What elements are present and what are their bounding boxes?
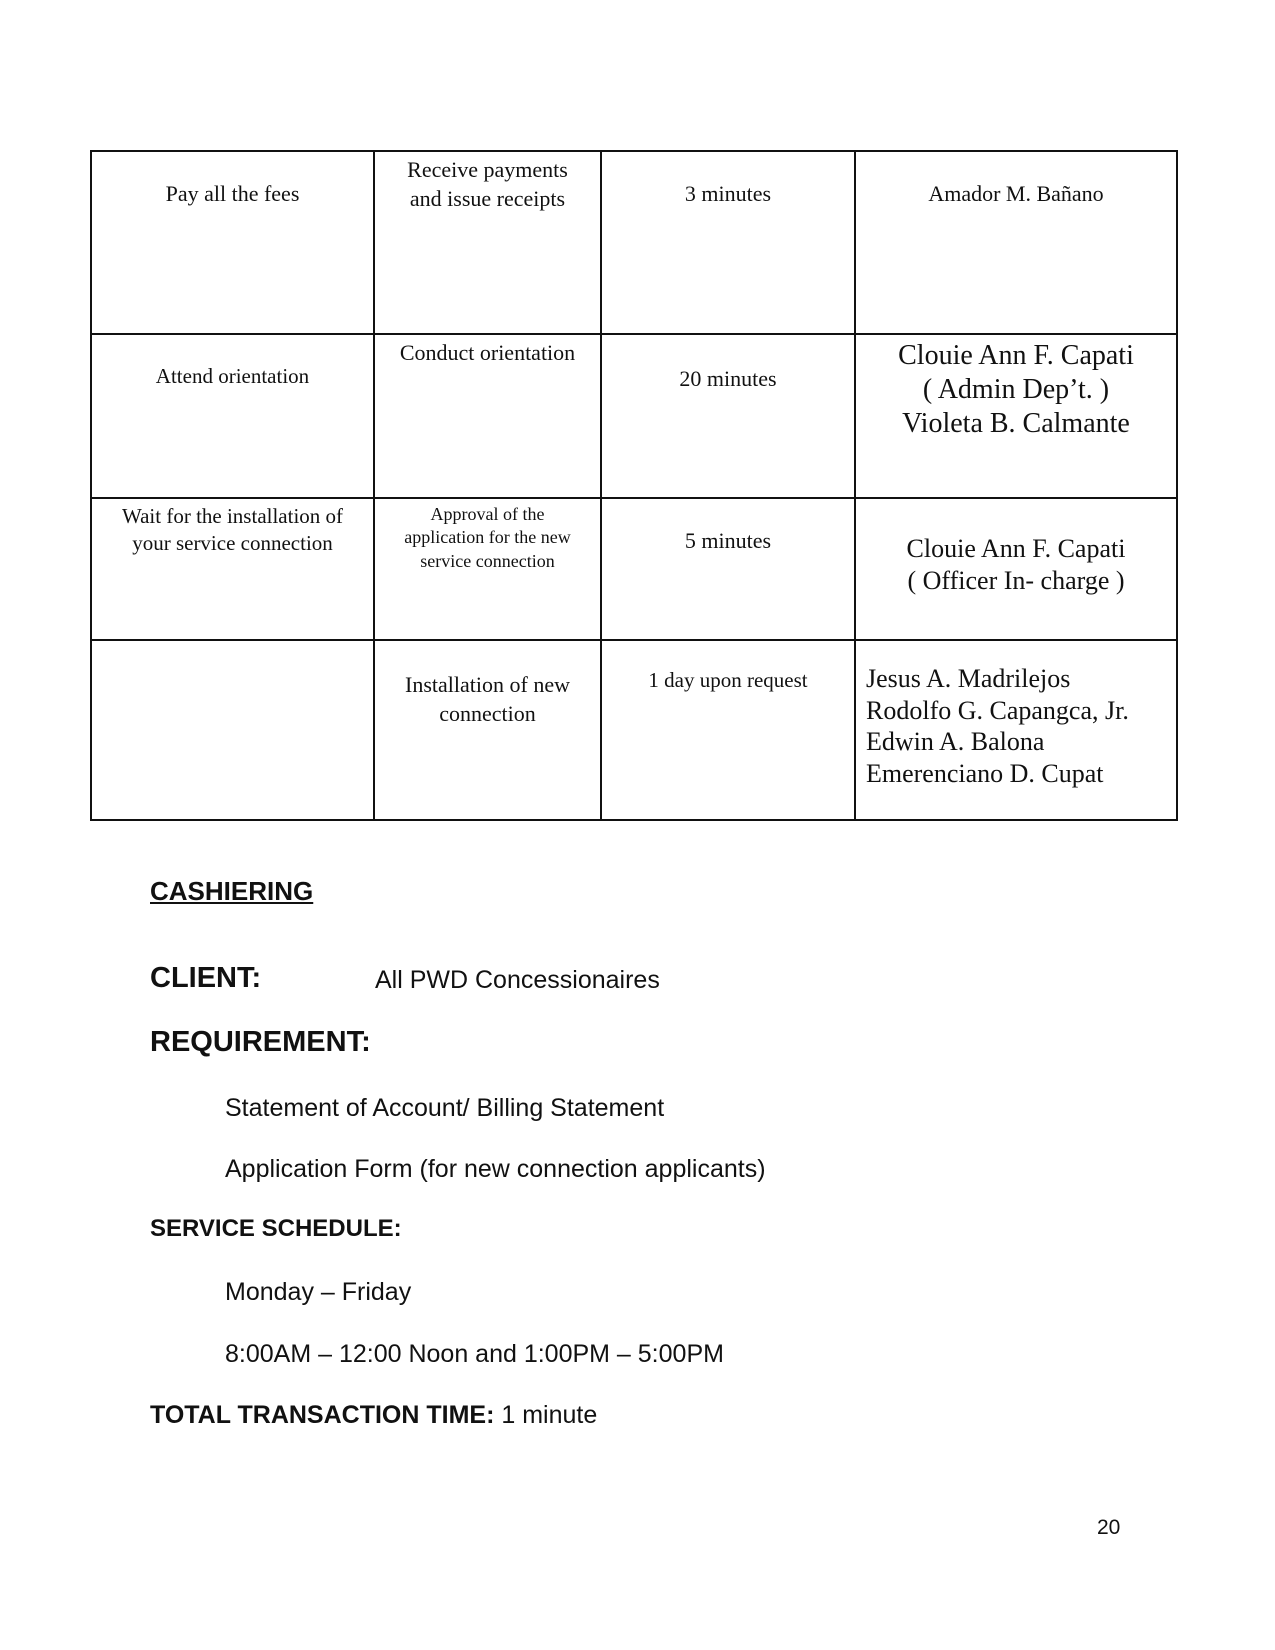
total-transaction-time	[150, 1401, 597, 1430]
cell-text: connection	[439, 700, 536, 726]
client-label: CLIENT:	[150, 962, 262, 994]
processing-time-cell	[601, 498, 855, 640]
cell-text: service connection	[420, 550, 555, 571]
service-schedule-label: SERVICE SCHEDULE:	[150, 1215, 402, 1242]
cell-text: Rodolfo G. Capangca, Jr.	[866, 695, 1129, 725]
table-row	[91, 640, 1177, 820]
person-responsible-cell	[855, 640, 1177, 820]
person-responsible-cell	[855, 151, 1177, 334]
cell-text: Emerenciano D. Cupat	[866, 759, 1104, 789]
cell-text: application for the new	[404, 527, 571, 548]
requirement-item: Statement of Account/ Billing Statement	[225, 1094, 665, 1122]
person-responsible-cell	[855, 498, 1177, 640]
cell-text: Attend orientation	[155, 364, 310, 388]
cell-text: Conduct orientation	[399, 340, 576, 365]
cell-text: 5 minutes	[684, 528, 772, 553]
cell-text: Jesus A. Madrilejos	[866, 664, 1071, 693]
cell-text: 1 day upon request	[648, 668, 808, 692]
cell-text: Approval of the	[430, 504, 545, 524]
cell-text: ( Officer In- charge )	[907, 565, 1125, 595]
client-step-cell	[91, 151, 374, 334]
requirement-label: REQUIREMENT:	[150, 1026, 371, 1058]
client-step-cell	[91, 334, 374, 498]
client-value: All PWD Concessionaires	[375, 966, 660, 994]
cell-text: Receive payments	[407, 157, 568, 182]
cell-text: Violeta B. Calmante	[902, 408, 1130, 440]
cell-text: Amador M. Bañano	[928, 181, 1104, 206]
cell-text: Edwin A. Balona	[866, 727, 1045, 757]
cell-text: Wait for the installation of	[121, 504, 344, 528]
cell-text: Pay all the fees	[165, 181, 300, 206]
client-step-cell	[91, 640, 374, 820]
requirement-item: Application Form (for new connection applicants)	[225, 1155, 766, 1183]
total-label: TOTAL TRANSACTION TIME:	[150, 1401, 495, 1429]
page-number: 20	[1097, 1516, 1121, 1539]
agency-action-cell	[374, 498, 601, 640]
client-step-cell	[91, 498, 374, 640]
cell-text: your service connection	[132, 531, 333, 556]
table-row	[91, 334, 1177, 498]
procedure-table	[90, 150, 1178, 821]
person-responsible-cell	[855, 334, 1177, 498]
agency-action-cell	[374, 151, 601, 334]
processing-time-cell	[601, 334, 855, 498]
schedule-hours: 8:00AM – 12:00 Noon and 1:00PM – 5:00PM	[225, 1340, 724, 1368]
cell-text: and issue receipts	[409, 185, 566, 211]
cell-text: ( Admin Dep’t. )	[922, 374, 1110, 406]
processing-time-cell	[601, 151, 855, 334]
processing-time-cell	[601, 640, 855, 820]
cell-text: Clouie Ann F. Capati	[906, 534, 1126, 563]
cell-text: 20 minutes	[679, 366, 777, 391]
agency-action-cell	[374, 640, 601, 820]
table-row	[91, 498, 1177, 640]
cell-text: 3 minutes	[684, 181, 772, 206]
total-value: 1 minute	[501, 1401, 598, 1429]
section-title: CASHIERING	[150, 876, 314, 906]
cell-text: Installation of new	[405, 672, 570, 697]
schedule-days: Monday – Friday	[225, 1278, 412, 1306]
table-row	[91, 151, 1177, 334]
cell-text: Clouie Ann F. Capati	[898, 340, 1134, 371]
agency-action-cell	[374, 334, 601, 498]
